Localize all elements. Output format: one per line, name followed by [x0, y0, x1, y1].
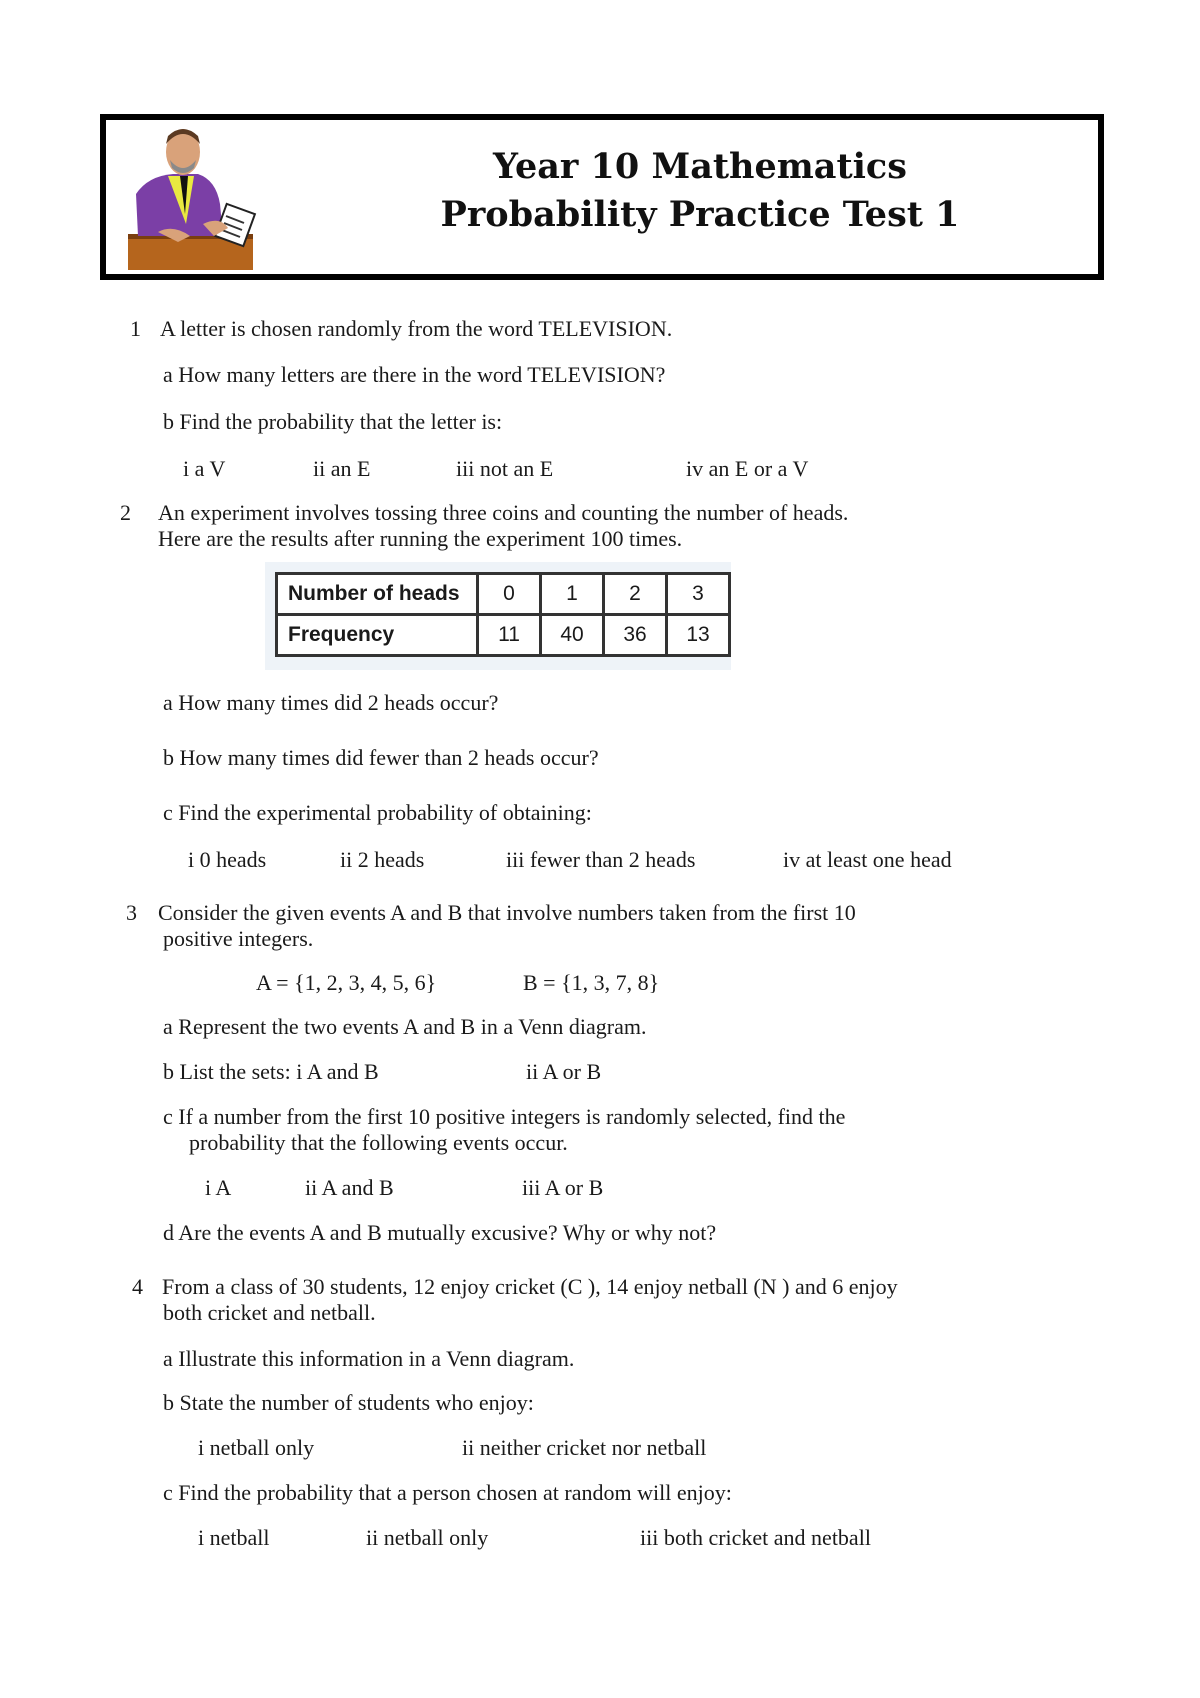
table-cell: 3 [667, 574, 730, 615]
q3-part-c-1: c If a number from the first 10 positive integers is randomly selected, find the [163, 1104, 846, 1129]
q2-number: 2 [120, 500, 131, 525]
q2-part-b: b How many times did fewer than 2 heads occur? [163, 745, 599, 770]
q1-b-iii: iii not an E [456, 456, 554, 481]
q1-b-i: i a V [183, 456, 226, 481]
q4-b-ii: ii neither cricket nor netball [462, 1435, 707, 1460]
q3-set-a: A = {1, 2, 3, 4, 5, 6} [256, 970, 437, 995]
q4-text-2: both cricket and netball. [163, 1300, 376, 1325]
q4-number: 4 [132, 1274, 143, 1299]
q3-b-ii: ii A or B [526, 1059, 602, 1084]
q2-c-iv: iv at least one head [783, 847, 952, 872]
q3-c-i: i A [205, 1175, 232, 1200]
table-row [277, 574, 730, 615]
row-header-frequency: Frequency [277, 615, 478, 656]
q4-part-a: a Illustrate this information in a Venn diagram. [163, 1346, 575, 1371]
table-cell: 36 [604, 615, 667, 656]
q3-set-b: B = {1, 3, 7, 8} [523, 970, 660, 995]
frequency-table-panel [265, 562, 731, 670]
q4-text-1: From a class of 30 students, 12 enjoy cricket (C ), 14 enjoy netball (N ) and 6 enjoy [162, 1274, 898, 1299]
q3-part-b: b List the sets: i A and B [163, 1059, 379, 1084]
q2-part-a: a How many times did 2 heads occur? [163, 690, 499, 715]
table-cell: 40 [541, 615, 604, 656]
q2-c-i: i 0 heads [188, 847, 267, 872]
table-cell: 13 [667, 615, 730, 656]
q1-part-a: a How many letters are there in the word TELEVISION? [163, 362, 666, 387]
q4-c-ii: ii netball only [366, 1525, 489, 1550]
q3-c-iii: iii A or B [522, 1175, 604, 1200]
q2-c-ii: ii 2 heads [340, 847, 425, 872]
row-header-heads: Number of heads [277, 574, 478, 615]
q2-text-1: An experiment involves tossing three coins and counting the number of heads. [158, 500, 849, 525]
table-cell: 0 [478, 574, 541, 615]
table-row [277, 615, 730, 656]
q4-part-c: c Find the probability that a person chosen at random will enjoy: [163, 1480, 732, 1505]
q3-c-ii: ii A and B [305, 1175, 394, 1200]
q3-part-a: a Represent the two events A and B in a Venn diagram. [163, 1014, 647, 1039]
q4-part-b: b State the number of students who enjoy: [163, 1390, 534, 1415]
teacher-illustration [128, 124, 268, 272]
frequency-table [275, 572, 731, 657]
q4-b-i: i netball only [198, 1435, 315, 1460]
q2-part-c: c Find the experimental probability of obtaining: [163, 800, 592, 825]
q1-b-iv: iv an E or a V [686, 456, 809, 481]
table-cell: 11 [478, 615, 541, 656]
table-cell: 1 [541, 574, 604, 615]
q2-text-2: Here are the results after running the experiment 100 times. [158, 526, 683, 551]
q1-b-ii: ii an E [313, 456, 371, 481]
table-cell: 2 [604, 574, 667, 615]
q1-number: 1 [130, 316, 141, 341]
q3-part-d: d Are the events A and B mutually excusive? Why or why not? [163, 1220, 717, 1245]
q3-text-1: Consider the given events A and B that involve numbers taken from the first 10 [158, 900, 856, 925]
q3-text-2: positive integers. [163, 926, 314, 951]
q4-c-iii: iii both cricket and netball [640, 1525, 871, 1550]
q1-text: A letter is chosen randomly from the word TELEVISION. [160, 316, 673, 341]
q3-part-c-2: probability that the following events occur. [189, 1130, 568, 1155]
q1-part-b: b Find the probability that the letter is: [163, 409, 503, 434]
q4-c-i: i netball [198, 1525, 270, 1550]
title-line-2: Probability Practice Test 1 [440, 194, 960, 235]
title-line-1: Year 10 Mathematics [493, 146, 907, 187]
q3-number: 3 [126, 900, 137, 925]
q2-c-iii: iii fewer than 2 heads [506, 847, 696, 872]
